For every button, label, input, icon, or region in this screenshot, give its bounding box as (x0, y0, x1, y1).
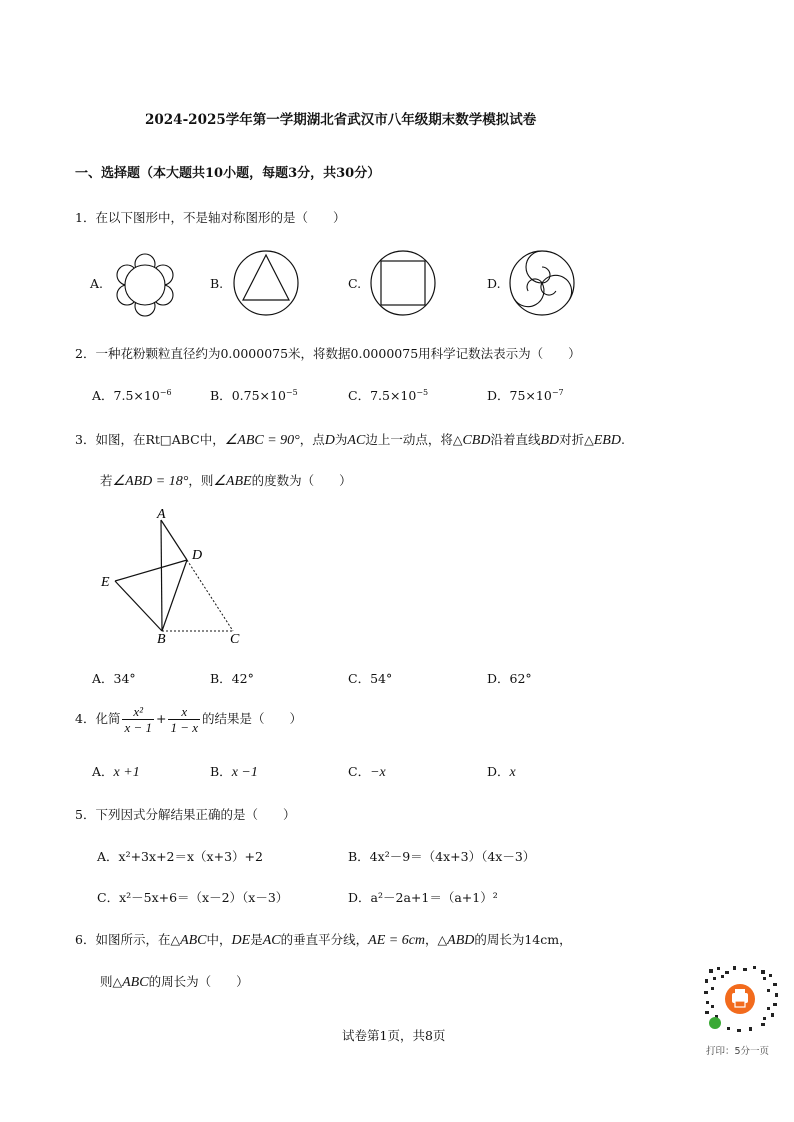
label-e: E (101, 575, 110, 590)
q3-option-a: A．34° (92, 671, 136, 686)
q1-option-d-label: D. (487, 276, 501, 291)
question-5-stem: 5．下列因式分解结果正确的是（ ） (75, 807, 296, 822)
question-3-stem: 3．如图，在Rt□ABC中，∠ABC = 90°，点D为AC边上一动点，将△CBD沿着直线BD对折△EBD. (75, 432, 625, 448)
print-qr-code[interactable] (703, 965, 783, 1035)
q1-option-c-label: C. (348, 276, 362, 291)
q5-option-d: D．a²－2a+1＝（a+1）² (348, 890, 498, 905)
question-2-stem: 2．一种花粉颗粒直径约为0.0000075米，将数据0.0000075用科学记数法表示为（ ） (75, 346, 581, 361)
label-a: A (157, 507, 166, 522)
q1-option-a-label: A. (90, 276, 104, 291)
q3-triangle-figure (95, 505, 255, 650)
q2-option-a: A．$7.5\times 10^{-6}$ (92, 387, 172, 403)
q4-option-a: A．x +1 (92, 764, 140, 780)
label-c: C (230, 632, 240, 647)
q4-option-b: B．x −1 (210, 764, 258, 780)
question-1-stem: 1．在以下图形中，不是轴对称图形的是（ ） (75, 210, 346, 225)
q1-option-b-label: B. (210, 276, 224, 291)
q5-option-a: A．x²+3x+2＝x（x+3）+2 (97, 849, 263, 864)
q5-option-b: B．4x²－9＝（4x+3）（4x－3） (348, 849, 536, 864)
label-b: B (157, 632, 166, 647)
label-d: D (192, 548, 203, 563)
q5-option-c: C．x²－5x+6＝（x－2）（x－3） (97, 890, 289, 905)
page-title: 2024-2025学年第一学期湖北省武汉市八年级期末数学模拟试卷 (145, 112, 537, 128)
question-6-line2: 则△ABC的周长为（ ） (100, 974, 249, 990)
circle-square-figure (368, 248, 438, 318)
fraction-1: $\frac{\text{x²}}{x - 1}$ (124, 704, 152, 735)
question-3-line2: 若∠ABD = 18°，则∠ABE的度数为（ ） (100, 473, 352, 489)
circle-triangle-figure (231, 248, 301, 318)
question-4-stem: 4．化简 $\frac{\text{x²}}{x - 1}$ + $\frac{x}{1 - x}$ 的结果是（ ） (75, 704, 303, 735)
circle-swirl-figure (507, 248, 577, 318)
q2-option-c: C．$7.5\times 10^{-5}$ (348, 387, 429, 403)
q2-option-b: B．$0.75\times 10^{-5}$ (210, 387, 298, 403)
q2-option-d: D．$75\times 10^{-7}$ (487, 387, 564, 403)
q4-option-d: D．x (487, 764, 516, 780)
section-heading: 一、选择题（本大题共10小题，每题3分，共30分） (75, 166, 381, 181)
print-label: 打印：5分一页 (706, 1046, 770, 1057)
q3-option-c: C．54° (348, 671, 393, 686)
q3-option-b: B．42° (210, 671, 254, 686)
question-6-stem: 6．如图所示，在△ABC中，DE是AC的垂直平分线，AE = 6cm，△ABD的周长为14cm， (75, 932, 572, 948)
flower-figure (110, 250, 180, 320)
fraction-2: $\frac{x}{1 - x}$ (170, 704, 199, 735)
page-footer: 试卷第1页，共8页 (342, 1028, 446, 1043)
q4-option-c: C．−x (348, 764, 386, 780)
q3-option-d: D．62° (487, 671, 532, 686)
